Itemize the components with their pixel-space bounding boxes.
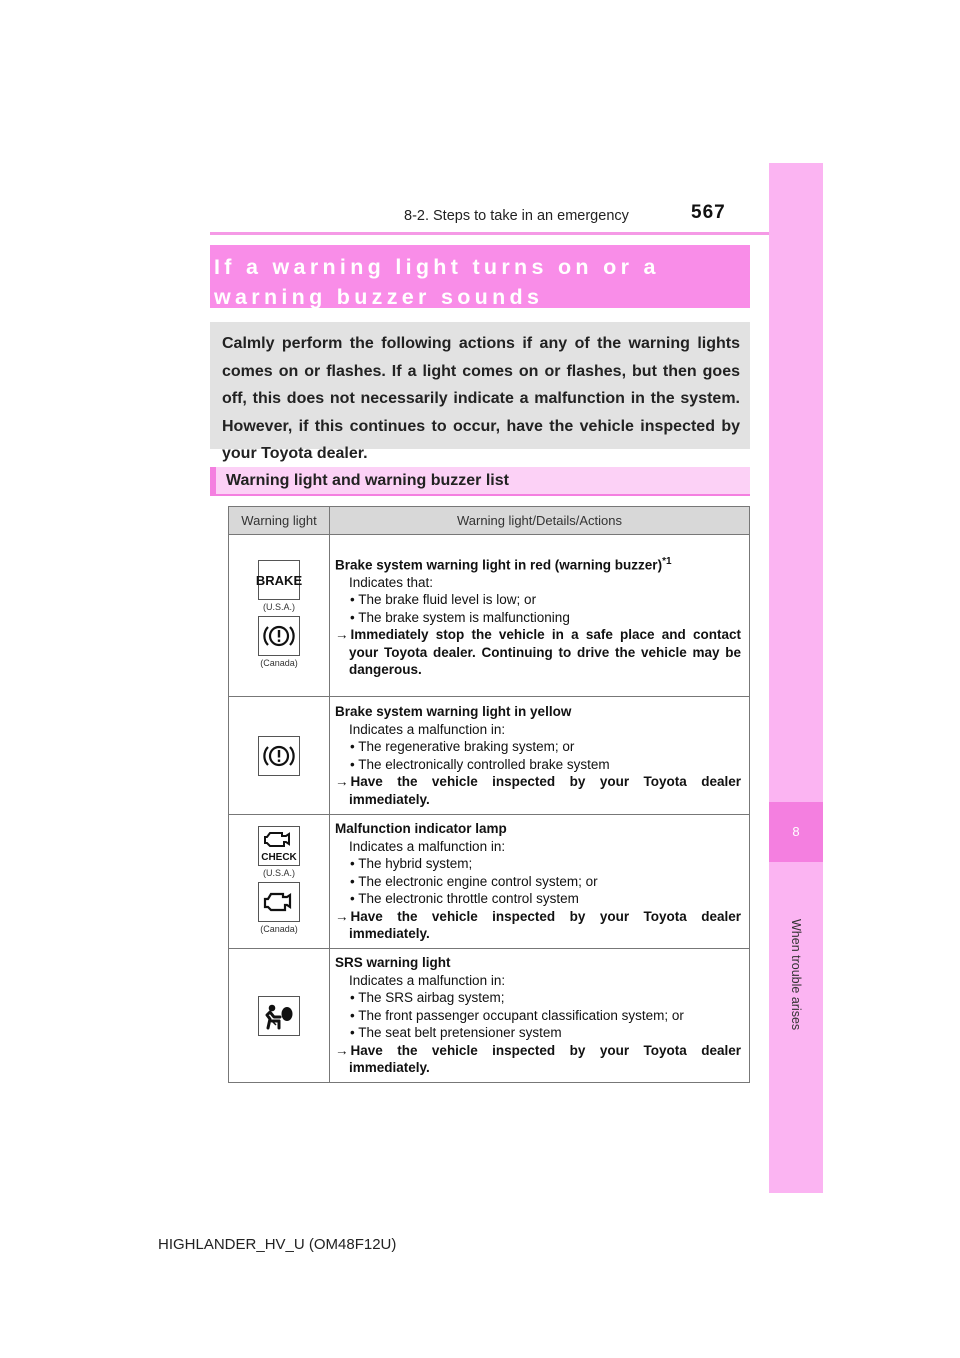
arrow-icon: → bbox=[335, 627, 349, 642]
brake-text-icon bbox=[255, 560, 303, 600]
item-title: Brake system warning light in yellow bbox=[335, 704, 572, 719]
intro-text: Calmly perform the following actions if any of the warning lights comes on or flashes. If a light comes on or flashes, but then goes off, this does not necessarily indicate a malfunction in the system. However, if this continues to occur, have the vehicle inspected by your Toyota dealer. bbox=[210, 322, 750, 449]
list-item: • The hybrid system; bbox=[335, 855, 741, 873]
page-number: 567 bbox=[691, 202, 726, 223]
srs-airbag-icon bbox=[258, 996, 300, 1036]
action-body: Immediately stop the vehicle in a safe place and contact your Toyota dealer. Continuing to drive the vehicle may be dangerous. bbox=[349, 627, 741, 677]
chapter-number: 8 bbox=[792, 824, 800, 839]
icon-cell bbox=[229, 949, 330, 1083]
action-body: Have the vehicle inspected by your Toyota dealer immediately. bbox=[349, 774, 741, 807]
action-text bbox=[335, 1042, 741, 1077]
table-row bbox=[229, 949, 750, 1083]
brake-exclamation-icon bbox=[258, 616, 300, 656]
list-item: • The brake fluid level is low; or bbox=[335, 591, 741, 609]
item-lead: Indicates that: bbox=[349, 574, 434, 590]
list-item: • The electronic engine control system; or bbox=[335, 873, 741, 891]
list-item: • The seat belt pretensioner system bbox=[335, 1024, 741, 1042]
arrow-icon: → bbox=[335, 1042, 349, 1058]
details-cell bbox=[330, 949, 750, 1083]
svg-text:CHECK: CHECK bbox=[261, 851, 297, 863]
region-label: (U.S.A.) bbox=[262, 601, 295, 612]
table-header-row bbox=[229, 507, 750, 535]
engine-icon bbox=[258, 882, 300, 922]
warning-light-table bbox=[228, 506, 750, 1083]
details-cell bbox=[330, 697, 750, 815]
chapter-label: When trouble arises bbox=[789, 919, 803, 1031]
table-row bbox=[229, 535, 750, 697]
list-item: • The electronically controlled brake system bbox=[335, 756, 741, 774]
region-label: (Canada) bbox=[260, 923, 298, 934]
item-title: Malfunction indicator lamp bbox=[335, 821, 507, 837]
footnote-mark: *1 bbox=[662, 555, 672, 567]
footer-model-code: HIGHLANDER_HV_U (OM48F12U) bbox=[158, 1236, 397, 1253]
region-label: (Canada) bbox=[260, 657, 298, 668]
icon-cell bbox=[229, 697, 330, 815]
table-row bbox=[229, 697, 750, 815]
details-cell bbox=[330, 815, 750, 949]
item-title: SRS warning light bbox=[335, 955, 451, 971]
action-text bbox=[335, 626, 741, 679]
item-title-text: Brake system warning light in red (warning buzzer) bbox=[335, 557, 663, 572]
icon-cell bbox=[229, 535, 330, 697]
side-tab bbox=[769, 163, 823, 1193]
arrow-icon: → bbox=[335, 908, 349, 924]
item-lead: Indicates a malfunction in: bbox=[349, 838, 506, 854]
column-header-details: Warning light/Details/Actions bbox=[330, 507, 750, 535]
item-lead: Indicates a malfunction in: bbox=[349, 972, 506, 988]
list-item: • The brake system is malfunctioning bbox=[335, 609, 741, 627]
page-title: If a warning light turns on or a warning buzzer sounds bbox=[210, 245, 750, 308]
action-body: Have the vehicle inspected by your Toyota dealer immediately. bbox=[349, 908, 741, 942]
list-item: • The electronic throttle control system bbox=[335, 890, 741, 908]
arrow-icon: → bbox=[335, 774, 349, 789]
header-rule bbox=[210, 232, 822, 235]
action-text bbox=[335, 773, 741, 808]
item-title bbox=[335, 553, 741, 574]
list-item: • The front passenger occupant classification system; or bbox=[335, 1007, 741, 1025]
table-row bbox=[229, 815, 750, 949]
check-engine-icon bbox=[258, 826, 300, 866]
column-header-warning-light: Warning light bbox=[229, 507, 330, 535]
details-cell bbox=[330, 535, 750, 697]
svg-text:BRAKE: BRAKE bbox=[255, 572, 303, 588]
action-text bbox=[335, 908, 741, 943]
item-lead: Indicates a malfunction in: bbox=[349, 721, 506, 737]
subheading: Warning light and warning buzzer list bbox=[210, 467, 750, 496]
section-heading: 8-2. Steps to take in an emergency bbox=[404, 208, 629, 224]
icon-cell bbox=[229, 815, 330, 949]
action-body: Have the vehicle inspected by your Toyota dealer immediately. bbox=[349, 1042, 741, 1076]
list-item: • The SRS airbag system; bbox=[335, 989, 741, 1007]
list-item: • The regenerative braking system; or bbox=[335, 738, 741, 756]
region-label: (U.S.A.) bbox=[262, 867, 295, 878]
brake-exclamation-icon bbox=[258, 736, 300, 776]
